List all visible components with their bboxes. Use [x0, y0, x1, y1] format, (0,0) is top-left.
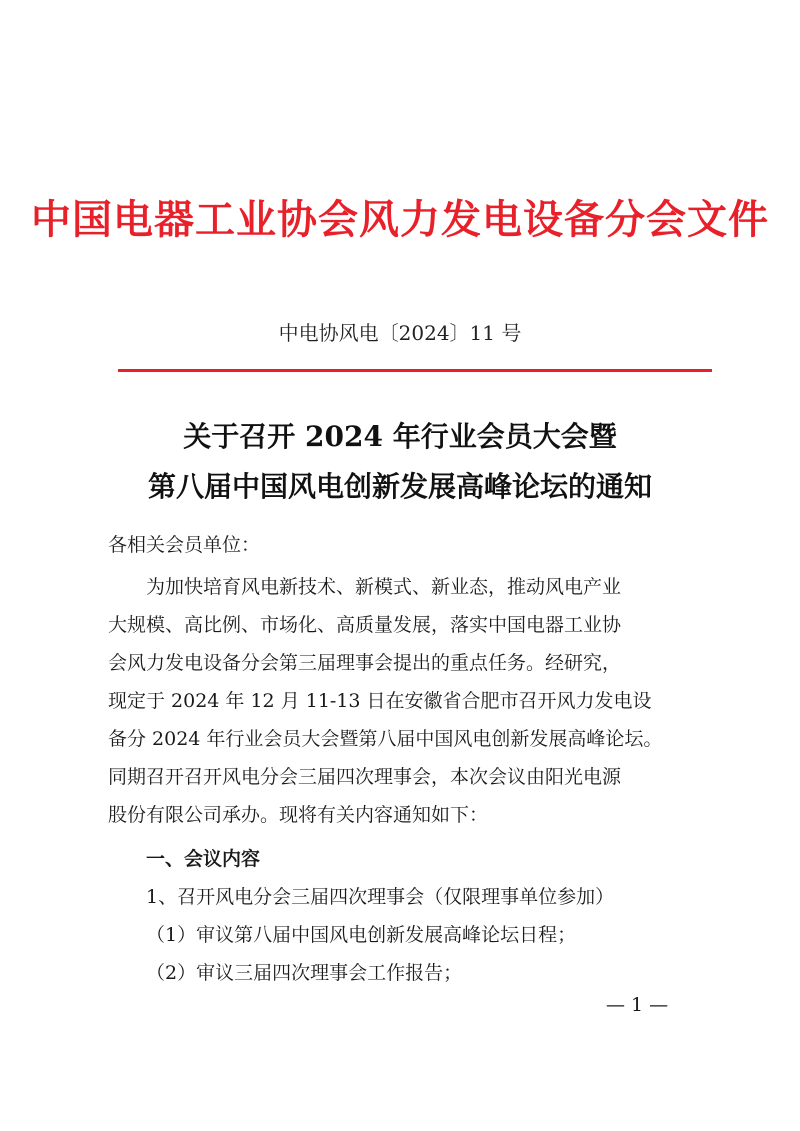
notice-title-line-1: 关于召开 2024 年行业会员大会暨 — [183, 420, 617, 453]
paragraph-line: 股份有限公司承办。现将有关内容通知如下： — [108, 804, 489, 826]
paragraph-line: 大规模、高比例、市场化、高质量发展，落实中国电器工业协 — [108, 614, 622, 636]
paragraph-line: 现定于 2024 年 12 月 11-13 日在安徽省合肥市召开风力发电设 — [108, 690, 652, 712]
paragraph-line: 同期召开召开风电分会三届四次理事会，本次会议由阳光电源 — [108, 766, 622, 788]
paragraph-line: 会风力发电设备分会第三届理事会提出的重点任务。经研究， — [108, 652, 622, 674]
section-heading: 一、会议内容 — [146, 848, 261, 870]
salutation: 各相关会员单位： — [108, 534, 261, 556]
document-header-title: 中国电器工业协会风力发电设备分会文件 — [31, 197, 769, 243]
page-number: — 1 — — [606, 994, 669, 1016]
notice-title-line-2: 第八届中国风电创新发展高峰论坛的通知 — [147, 470, 652, 503]
list-sub-item: （2）审议三届四次理事会工作报告； — [146, 962, 463, 984]
list-sub-item: （1）审议第八届中国风电创新发展高峰论坛日程； — [146, 924, 577, 946]
red-divider-line — [118, 369, 712, 372]
paragraph-line: 为加快培育风电新技术、新模式、新业态，推动风电产业 — [146, 576, 622, 598]
document-number: 中电协风电〔2024〕11 号 — [278, 321, 522, 345]
paragraph-line: 备分 2024 年行业会员大会暨第八届中国风电创新发展高峰论坛。 — [108, 728, 663, 750]
list-item: 1、召开风电分会三届四次理事会（仅限理事单位参加） — [146, 886, 615, 908]
